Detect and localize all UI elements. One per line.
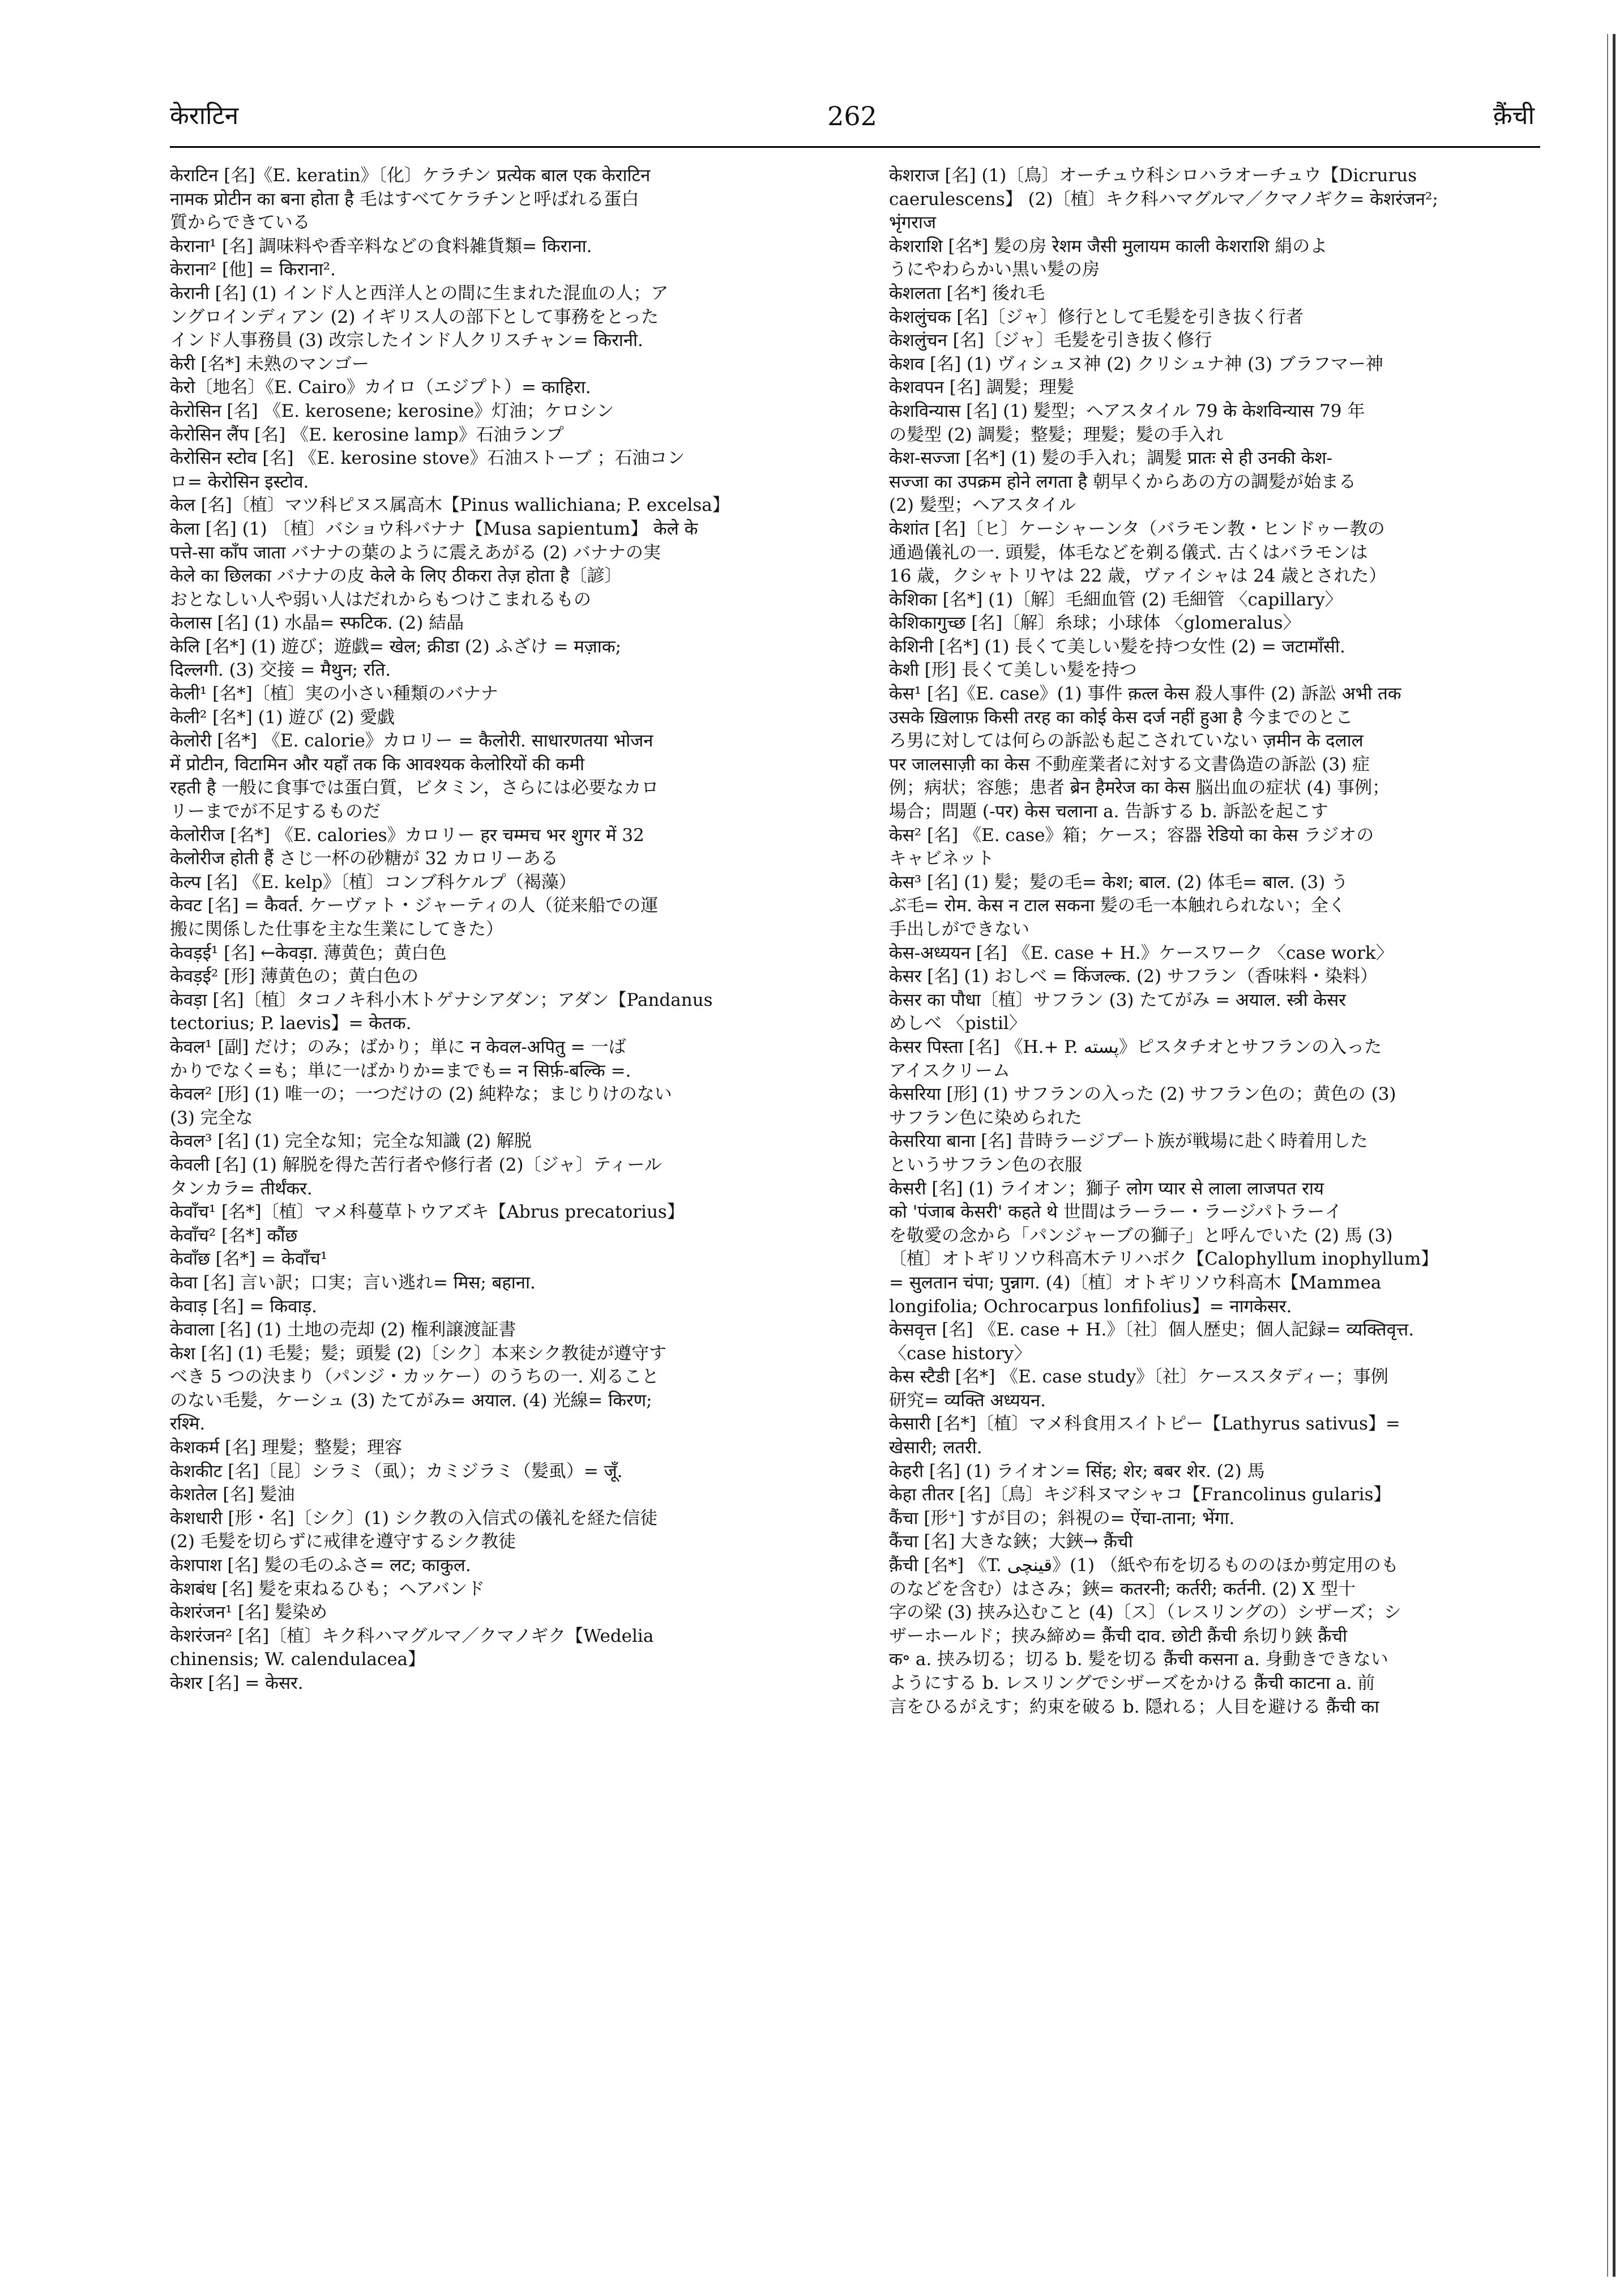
entry-line: केले का छिलका バナナの皮 केले के लिए ठीकरा तेज़ होता है〔諺〕 bbox=[170, 566, 622, 587]
entry-line: केस³ [名] (1) 髪；髪の毛= केश; बाल. (2) 体毛= बाल. (3) う bbox=[889, 872, 1349, 893]
entry-line: 場合；問題 (-पर) केस चलाना a. 告訴する b. 訴訟を起こす bbox=[889, 801, 1328, 822]
entry-line: केशकीट [名]〔昆〕シラミ（虱）；カミジラミ（髪虱）= जूँ. bbox=[170, 1461, 623, 1482]
entry-line: केशकर्म [名] 理髪；整髪；理容 bbox=[170, 1437, 403, 1458]
entry-line: केवल² [形] (1) 唯一の；一つだけの (2) 純粋な；まじりけのない bbox=[170, 1084, 672, 1105]
entry-line: केल्प [名] 《E. kelp》〔植〕コンブ科ケルプ（褐藻） bbox=[170, 872, 576, 893]
edge-line bbox=[1607, 34, 1608, 2277]
entry-line: = सुलतान चंपा; पुन्नाग. (4)〔植〕オトギリソウ科高木【Mammea bbox=[889, 1272, 1382, 1293]
entry-line: केलोरी [名*] 《E. calorie》カロリー = कैलोरी. साधारणतया भोजन bbox=[170, 731, 653, 752]
entry-line: かりでなく=も；単に一ばかりか=までも= न सिर्फ़-बल्कि =. bbox=[170, 1060, 631, 1081]
entry-line: केवड़ई¹ [名] ←केवड़ा. 薄黄色；黄白色 bbox=[170, 942, 447, 963]
entry-line: केरानी [名] (1) インド人と西洋人との間に生まれた混血の人；ア bbox=[170, 283, 669, 304]
entry-line: केस¹ [名]《E. case》(1) 事件 क़त्ल केस 殺人事件 (2) 訴訟 अभी तक bbox=[889, 684, 1401, 705]
entry-line: केलि [名*] (1) 遊び；遊戯= खेल; क्रीडा (2) ふざけ = मज़ाक; bbox=[170, 636, 622, 657]
entry-line: केशराज [名] (1)〔鳥〕オーチュウ科シロハラオーチュウ【Dicrurus bbox=[889, 165, 1417, 186]
entry-line: (2) 毛髪を切らずに戒律を遵守するシク教徒 bbox=[170, 1531, 516, 1552]
entry-line: केवाँछ [名*] = केवाँच¹ bbox=[170, 1249, 328, 1270]
entry-line: tectorius; P. laevis】= केतक. bbox=[170, 1013, 412, 1034]
entry-line: केराटिन [名]《E. keratin》〔化〕ケラチン प्रत्येक बाल एक केराटिन bbox=[170, 165, 651, 186]
entry-line: キャビネット bbox=[889, 848, 994, 869]
entry-line: केशवपन [名] 調髪；理髪 bbox=[889, 377, 1074, 398]
right-column bbox=[889, 164, 1546, 1719]
header-rule bbox=[170, 146, 1540, 148]
entry-line: केवाला [名] (1) 土地の売却 (2) 権利譲渡証書 bbox=[170, 1320, 516, 1341]
edge-bar bbox=[1613, 34, 1616, 2277]
entry-line: खेसारी; लतरी. bbox=[889, 1437, 982, 1458]
entry-line: केवाँच² [名*] कौंछ bbox=[170, 1225, 298, 1246]
entry-line: インド人事務員 (3) 改宗したインド人クリスチャン= किरानी. bbox=[170, 330, 643, 351]
entry-line: केशर [名] = केसर. bbox=[170, 1673, 304, 1693]
entry-line: पत्ते-सा काँप जाता バナナの葉のように震えあがる (2) バナナの実 bbox=[170, 542, 661, 563]
entry-line: केराना¹ [名] 調味料や香辛料などの食料雑貨類= किराना. bbox=[170, 236, 592, 257]
entry-line: नामक प्रोटीन का बना होता है 毛はすべてケラチンと呼ばれる蛋白 bbox=[170, 189, 639, 210]
entry-line: केशबंध [名] 髪を束ねるひも；ヘアバンド bbox=[170, 1578, 485, 1599]
entry-line: केवड़ा [名]〔植〕タコノキ科小木トゲナシアダン；アダン【Pandanus bbox=[170, 989, 713, 1010]
entry-line: 搬に関係した仕事を主な生業にしてきた） bbox=[170, 919, 503, 940]
entry-line: リーまでが不足するものだ bbox=[170, 801, 381, 822]
entry-line: केशलता [名*] 後れ毛 bbox=[889, 283, 1045, 304]
binding-edge bbox=[1601, 0, 1624, 2292]
entry-line: केशरंजन² [名]〔植〕キク科ハマグルマ／クマノギク【Wedelia bbox=[170, 1625, 654, 1646]
entry-line: केस² [名] 《E. case》箱；ケース；容器 रेडियो का केस ラジオの bbox=[889, 825, 1374, 846]
entry-line: chinensis; W. calendulacea】 bbox=[170, 1649, 426, 1670]
entry-line: 言をひるがえす；約束を破る b. 隠れる；人目を避ける क़ैंची का bbox=[889, 1696, 1379, 1717]
entry-line: केशिका [名*] (1)〔解〕毛細血管 (2) 毛細管 〈capillary〉 bbox=[889, 589, 1343, 610]
entry-line: केशिनी [名*] (1) 長くて美しい髪を持つ女性 (2) = जटामाँसी. bbox=[889, 636, 1345, 657]
entry-line: (2) 髪型；ヘアスタイル bbox=[889, 495, 1076, 516]
entry-line: में प्रोटीन, विटामिन और यहाँ तक कि आवश्यक केलोरियों की कमी bbox=[170, 754, 584, 775]
entry-line: केशलुंचक [名]〔ジャ〕修行として毛髪を引き抜く行者 bbox=[889, 306, 1304, 327]
entry-line: केलोरीज [名*] 《E. calories》カロリー हर चम्मच भर शुगर में 32 bbox=[170, 825, 644, 846]
entry-line: केवाँच¹ [名*]〔植〕マメ科蔓草トウアズキ【Abrus precatorius】 bbox=[170, 1202, 685, 1223]
entry-line: केशिकागुच्छ [名]〔解〕糸球；小球体 〈glomeralus〉 bbox=[889, 613, 1301, 634]
entry-line: दिल्लगी. (3) 交接 = मैथुन; रति. bbox=[170, 660, 391, 681]
entry-line: केसवृत्त [名] 《E. case + H.》〔社〕個人歴史；個人記録= व्यक्तिवृत्त. bbox=[889, 1320, 1414, 1341]
page-number: 262 bbox=[827, 101, 877, 131]
entry-line: を敬愛の念から「パンジャーブの獅子」と呼んでいた (2) 馬 (3) bbox=[889, 1225, 1393, 1246]
entry-line: केशांत [名]〔ヒ〕ケーシャーンタ（バラモン教・ヒンドゥー教の bbox=[889, 518, 1385, 539]
entry-line: केली¹ [名*]〔植〕実の小さい種類のバナナ bbox=[170, 684, 498, 705]
entry-line: の髪型 (2) 調髪；整髪；理髪；髪の手入れ bbox=[889, 424, 1224, 445]
entry-line: 字の梁 (3) 挟み込むこと (4)〔ス〕（レスリングの）シザーズ；シ bbox=[889, 1602, 1401, 1623]
entry-line: केला [名] (1) 〔植〕バショウ科バナナ【Musa sapientum】 केले के bbox=[170, 518, 698, 539]
entry-line: タンカラ= तीर्थंकर. bbox=[170, 1178, 313, 1199]
entry-line: のない毛髪，ケーシュ (3) たてがみ= अयाल. (4) 光線= किरण; bbox=[170, 1390, 652, 1411]
entry-line: べき 5 つの決まり（パンジ・カッケー）のうちの一. 刈ること bbox=[170, 1367, 660, 1388]
entry-line: 〔植〕オトギリソウ科高木テリハボク【Calophyllum inophyllum】 bbox=[889, 1249, 1439, 1270]
entry-line: केरो〔地名〕《E. Cairo》カイロ（エジプト）= काहिरा. bbox=[170, 377, 591, 398]
entry-line: のなどを含む）はさみ；鋏= कतरनी; कर्तरी; कर्तनी. (2) X 型十 bbox=[889, 1578, 1356, 1599]
entry-line: 通過儀礼の一. 頭髪，体毛などを剃る儀式. 古くはバラモンは bbox=[889, 542, 1368, 563]
entry-line: पर जालसाज़ी का केस 不動産業者に対する文書偽造の訴訟 (3) 症 bbox=[889, 754, 1370, 775]
entry-line: केवड़ई² [形] 薄黄色の；黄白色の bbox=[170, 966, 419, 987]
entry-line: केशी [形] 長くて美しい髪を持つ bbox=[889, 660, 1137, 681]
entry-line: केस-अध्ययन [名] 《E. case + H.》ケースワーク 〈case work〉 bbox=[889, 942, 1394, 963]
entry-line: ザーホールド；挟み締め= क़ैंची दाव. छोटी क़ैंची 糸切り鋏 क़ैंची bbox=[889, 1625, 1348, 1646]
entry-line: केरोसिन लैंप [名] 《E. kerosine lamp》石油ランプ bbox=[170, 424, 564, 445]
entry-line: caerulescens】 (2)〔植〕キク科ハマグルマ／クマノギク= केशरंजन²; bbox=[889, 189, 1438, 210]
entry-line: रश्मि. bbox=[170, 1414, 206, 1435]
entry-line: केश-सज्जा [名*] (1) 髪の手入れ；調髪 प्रातः से ही उनकी केश- bbox=[889, 448, 1332, 469]
left-column bbox=[170, 164, 838, 1696]
entry-line: केलास [名] (1) 水晶= स्फटिक. (2) 結晶 bbox=[170, 613, 464, 634]
entry-line: केहा तीतर [名]〔鳥〕キジ科ヌマシャコ【Francolinus gularis】 bbox=[889, 1484, 1391, 1505]
entry-line: केशलुंचन [名]〔ジャ〕毛髪を引き抜く修行 bbox=[889, 330, 1212, 351]
entry-line: केशविन्यास [名] (1) 髪型；ヘアスタイル 79 के केशविन्यास 79 年 bbox=[889, 400, 1365, 421]
entry-line: longifolia; Ochrocarpus lonfifolius】= नागकेसर. bbox=[889, 1296, 1292, 1317]
entry-line: केवा [名] 言い訳；口実；言い逃れ= मिस; बहाना. bbox=[170, 1272, 536, 1293]
header-first-entry: केराटिन bbox=[170, 101, 239, 130]
entry-line: ろ男に対しては何らの訴訟も起こされていない ज़मीन के दलाल bbox=[889, 731, 1364, 752]
entry-line: केसर पिस्ता [名] 《H.+ P. پسته》ピスタチオとサフランの入った bbox=[889, 1036, 1382, 1057]
entry-line: サフラン色に染められた bbox=[889, 1107, 1082, 1128]
entry-line: おとなしい人や弱い人はだれからもつけこまれるもの bbox=[170, 589, 591, 610]
entry-line: कैंचा [形⁺] すが目の；斜視の= ऐंचा-ताना; भेंगा. bbox=[889, 1508, 1235, 1529]
entry-line: केश [名] (1) 毛髪；髪；頭髪 (2)〔シク〕本来シク教徒が遵守す bbox=[170, 1343, 667, 1364]
entry-line: क॰ a. 挟み切る；切る b. 髪を切る क़ैंची कसना a. 身動きできない bbox=[889, 1649, 1388, 1670]
entry-line: केवाड़ [名] = किवाड़. bbox=[170, 1296, 317, 1317]
entry-line: केल [名]〔植〕マツ科ピヌス属高木【Pinus wallichiana; P. excelsa】 bbox=[170, 495, 730, 516]
entry-line: (3) 完全な bbox=[170, 1107, 253, 1128]
entry-line: केलोरीज होती हैं さじ一杯の砂糖が 32 カロリーある bbox=[170, 848, 558, 869]
entry-line: केवल¹ [副] だけ；のみ；ばかり；単に न केवल-अपितु = 一ば bbox=[170, 1036, 626, 1057]
entry-line: というサフラン色の衣服 bbox=[889, 1154, 1082, 1175]
entry-line: केरोसिन [名] 《E. kerosene; kerosine》灯油；ケロシン bbox=[170, 400, 614, 421]
entry-line: めしべ 〈pistil〉 bbox=[889, 1013, 1027, 1034]
entry-line: केशराशि [名*] 髪の房 रेशम जैसी मुलायम काली केशराशि 絹のよ bbox=[889, 236, 1328, 257]
entry-line: केसरी [名] (1) ライオン；獅子 लोग प्यार से लाला लाजपत राय bbox=[889, 1178, 1324, 1199]
entry-line: केसर [名] (1) おしべ = किंजल्क. (2) サフラン（香味料・染料） bbox=[889, 966, 1378, 987]
entry-line: 質からできている bbox=[170, 212, 310, 233]
entry-line: केसारी [名*]〔植〕マメ科食用スイトピー【Lathyrus sativus】= bbox=[889, 1414, 1400, 1435]
entry-line: ロ= केरोसिन इस्टोव. bbox=[170, 471, 309, 492]
entry-line: कैंचा [名] 大きな鋏；大鋏→ क़ैंची bbox=[889, 1531, 1133, 1552]
entry-line: केसरिया बाना [名] 昔時ラージプート族が戦場に赴く時着用した bbox=[889, 1131, 1368, 1152]
entry-line: केशतेल [名] 髪油 bbox=[170, 1484, 295, 1505]
entry-line: केली² [名*] (1) 遊び (2) 愛戯 bbox=[170, 707, 395, 728]
entry-line: 〈case history〉 bbox=[889, 1343, 1032, 1364]
header-last-entry: क़ैंची bbox=[1493, 101, 1535, 130]
entry-line: केशव [名] (1) ヴィシュヌ神 (2) クリシュナ神 (3) ブラフマー神 bbox=[889, 353, 1383, 374]
entry-line: 研究= व्यक्ति अध्ययन. bbox=[889, 1390, 1046, 1411]
entry-line: केवल³ [名] (1) 完全な知；完全な知識 (2) 解脱 bbox=[170, 1131, 532, 1152]
entry-line: うにやわらかい黒い髪の房 bbox=[889, 259, 1100, 280]
entry-line: केशरंजन¹ [名] 髪染め bbox=[170, 1602, 328, 1623]
entry-line: केस स्टैडी [名*] 《E. case study》〔社〕ケーススタディー；事例 bbox=[889, 1367, 1388, 1388]
entry-line: भृंगराज bbox=[889, 212, 936, 233]
entry-line: 例；病状；容態；患者 ब्रेन हैमरेज का केस 脳出血の症状 (4) 事例； bbox=[889, 778, 1390, 799]
entry-line: ングロインディアン (2) イギリス人の部下として事務をとった bbox=[170, 306, 659, 327]
entry-line: केहरी [名] (1) ライオン= सिंह; शेर; बबर शेर. (2) 馬 bbox=[889, 1461, 1265, 1482]
entry-line: केशपाश [名] 髪の毛のふさ= लट; काकुल. bbox=[170, 1555, 471, 1576]
entry-line: ようにする b. レスリングでシザーズをかける क़ैंची काटना a. 前 bbox=[889, 1673, 1375, 1693]
entry-line: केवली [名] (1) 解脱を得た苦行者や修行者 (2)〔ジャ〕ティール bbox=[170, 1154, 662, 1175]
entry-line: केशधारी [形・名]〔シク〕(1) シク教の入信式の儀礼を経た信徒 bbox=[170, 1508, 658, 1529]
entry-line: क़ैंची [名*] 《T. قینچی》(1) （紙や布を切るもののほか剪定用のも bbox=[889, 1555, 1399, 1576]
entry-line: ぶ毛= रोम. केस न टाल सकना 髪の毛一本触れられない；全く bbox=[889, 895, 1346, 916]
entry-line: केवट [名] = कैवर्त. ケーヴァト・ジャーティの人（従来船での運 bbox=[170, 895, 659, 916]
entry-line: उसके ख़िलाफ़ किसी तरह का कोई केस दर्ज नहीं हुआ है 今までのとこ bbox=[889, 707, 1353, 728]
entry-line: アイスクリーム bbox=[889, 1060, 1010, 1081]
entry-line: सज्जा का उपक्रम होने लगता है 朝早くからあの方の調髪が始まる bbox=[889, 471, 1356, 492]
running-header bbox=[170, 91, 1535, 142]
entry-line: रहती है 一般に食事では蛋白質，ビタミン，さらには必要なカロ bbox=[170, 778, 659, 799]
entry-line: 16 歳，クシャトリヤは 22 歳，ヴァイシャは 24 歳とされた） bbox=[889, 566, 1387, 587]
entry-line: केसरिया [形] (1) サフランの入った (2) サフラン色の；黄色の (3) bbox=[889, 1084, 1396, 1105]
entry-line: केराना² [他] = किराना². bbox=[170, 259, 336, 280]
entry-line: केरी [名*] 未熟のマンゴー bbox=[170, 353, 369, 374]
entry-line: केरोसिन स्टोव [名] 《E. kerosine stove》石油ストーブ ；石油コン bbox=[170, 448, 685, 469]
entry-line: केसर का पौधा〔植〕サフラン (3) たてがみ = अयाल. स्त्री केसर bbox=[889, 989, 1346, 1010]
entry-line: 手出しができない bbox=[889, 919, 1029, 940]
entry-line: को 'पंजाब केसरी' कहते थे 世間はラーラー・ラージパトラーイ bbox=[889, 1202, 1343, 1223]
